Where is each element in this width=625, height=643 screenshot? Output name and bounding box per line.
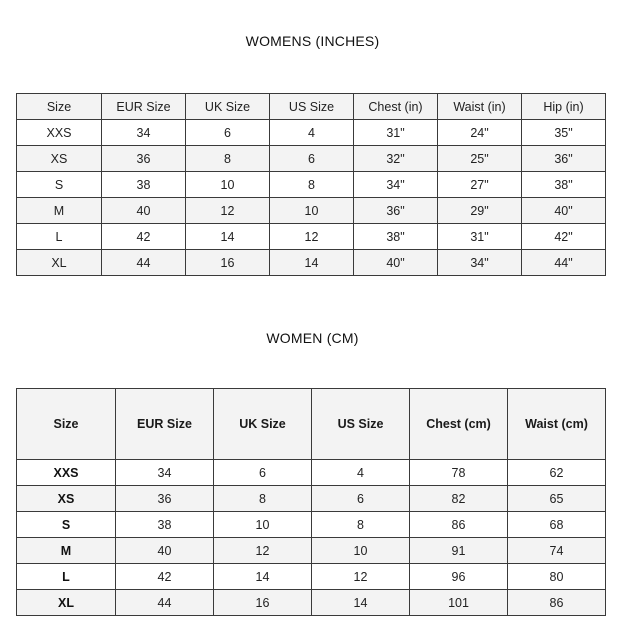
column-header: Chest (cm) — [410, 389, 508, 460]
column-header: EUR Size — [116, 389, 214, 460]
table-row — [17, 538, 606, 564]
table-cell: 36 — [102, 146, 186, 172]
table-cell: 36" — [522, 146, 606, 172]
table-cell: 80 — [508, 564, 606, 590]
table-row — [17, 224, 606, 250]
column-header: Hip (in) — [522, 94, 606, 120]
table-header-row — [17, 94, 606, 120]
table-cell: 14 — [214, 564, 312, 590]
table-row — [17, 146, 606, 172]
size-chart-inches-table — [16, 93, 606, 276]
size-chart-cm-table — [16, 388, 606, 616]
table-cell: 29" — [438, 198, 522, 224]
table-cell: 12 — [186, 198, 270, 224]
table-row — [17, 460, 606, 486]
column-header: US Size — [312, 389, 410, 460]
table-cell: XS — [17, 146, 102, 172]
table-cell: 10 — [186, 172, 270, 198]
table-cell: 4 — [312, 460, 410, 486]
table-cell: 36 — [116, 486, 214, 512]
table-cell: 8 — [186, 146, 270, 172]
table-cell: L — [17, 224, 102, 250]
column-header: UK Size — [214, 389, 312, 460]
table-cell: 16 — [186, 250, 270, 276]
table-cell: 14 — [312, 590, 410, 616]
table-cell: 44 — [102, 250, 186, 276]
inches-table-title: WOMENS (INCHES) — [245, 33, 380, 49]
table-cell: 16 — [214, 590, 312, 616]
table-cell: 44 — [116, 590, 214, 616]
table-cell: M — [17, 538, 116, 564]
table-cell: 24" — [438, 120, 522, 146]
column-header: Waist (cm) — [508, 389, 606, 460]
table-cell: 68 — [508, 512, 606, 538]
table-cell: 12 — [270, 224, 354, 250]
table-cell: M — [17, 198, 102, 224]
table-cell: 101 — [410, 590, 508, 616]
table-cell: 78 — [410, 460, 508, 486]
table-cell: 74 — [508, 538, 606, 564]
table-cell: 36" — [354, 198, 438, 224]
column-header: Size — [17, 389, 116, 460]
table-row — [17, 250, 606, 276]
table-cell: S — [17, 512, 116, 538]
table-cell: 40 — [116, 538, 214, 564]
table-cell: 38 — [102, 172, 186, 198]
table-cell: 31" — [354, 120, 438, 146]
table-cell: L — [17, 564, 116, 590]
table-row — [17, 198, 606, 224]
table-cell: 8 — [312, 512, 410, 538]
table-cell: 8 — [214, 486, 312, 512]
table-row — [17, 564, 606, 590]
table-row — [17, 172, 606, 198]
table-cell: 4 — [270, 120, 354, 146]
table-cell: 6 — [270, 146, 354, 172]
table-header-row — [17, 389, 606, 460]
table-cell: 27" — [438, 172, 522, 198]
table-cell: 42" — [522, 224, 606, 250]
table-row — [17, 512, 606, 538]
table-cell: 42 — [116, 564, 214, 590]
table-cell: XL — [17, 250, 102, 276]
table-cell: 34" — [354, 172, 438, 198]
column-header: EUR Size — [102, 94, 186, 120]
table-cell: 91 — [410, 538, 508, 564]
table-cell: 8 — [270, 172, 354, 198]
table-cell: 40" — [354, 250, 438, 276]
table-cell: 40" — [522, 198, 606, 224]
table-cell: S — [17, 172, 102, 198]
table-cell: 35" — [522, 120, 606, 146]
column-header: Waist (in) — [438, 94, 522, 120]
table-cell: 12 — [214, 538, 312, 564]
table-cell: 38 — [116, 512, 214, 538]
table-cell: 12 — [312, 564, 410, 590]
table-cell: 6 — [214, 460, 312, 486]
table-cell: 34 — [116, 460, 214, 486]
column-header: Size — [17, 94, 102, 120]
table-cell: 14 — [186, 224, 270, 250]
table-cell: 42 — [102, 224, 186, 250]
table-cell: 96 — [410, 564, 508, 590]
table-cell: 86 — [508, 590, 606, 616]
table-row — [17, 486, 606, 512]
table-cell: 62 — [508, 460, 606, 486]
table-cell: 6 — [186, 120, 270, 146]
table-cell: 31" — [438, 224, 522, 250]
table-cell: 44" — [522, 250, 606, 276]
table-row — [17, 590, 606, 616]
table-cell: 86 — [410, 512, 508, 538]
table-cell: 34" — [438, 250, 522, 276]
cm-table-title: WOMEN (CM) — [266, 330, 359, 346]
table-cell: XXS — [17, 120, 102, 146]
table-row — [17, 120, 606, 146]
table-cell: 82 — [410, 486, 508, 512]
table-cell: 6 — [312, 486, 410, 512]
table-cell: 65 — [508, 486, 606, 512]
table-cell: XXS — [17, 460, 116, 486]
column-header: Chest (in) — [354, 94, 438, 120]
column-header: UK Size — [186, 94, 270, 120]
table-cell: XS — [17, 486, 116, 512]
table-cell: 14 — [270, 250, 354, 276]
table-cell: 38" — [522, 172, 606, 198]
table-cell: 38" — [354, 224, 438, 250]
column-header: US Size — [270, 94, 354, 120]
table-cell: 34 — [102, 120, 186, 146]
table-cell: 10 — [312, 538, 410, 564]
table-cell: 10 — [214, 512, 312, 538]
table-cell: 25" — [438, 146, 522, 172]
table-cell: 32" — [354, 146, 438, 172]
table-cell: 10 — [270, 198, 354, 224]
table-cell: 40 — [102, 198, 186, 224]
table-cell: XL — [17, 590, 116, 616]
